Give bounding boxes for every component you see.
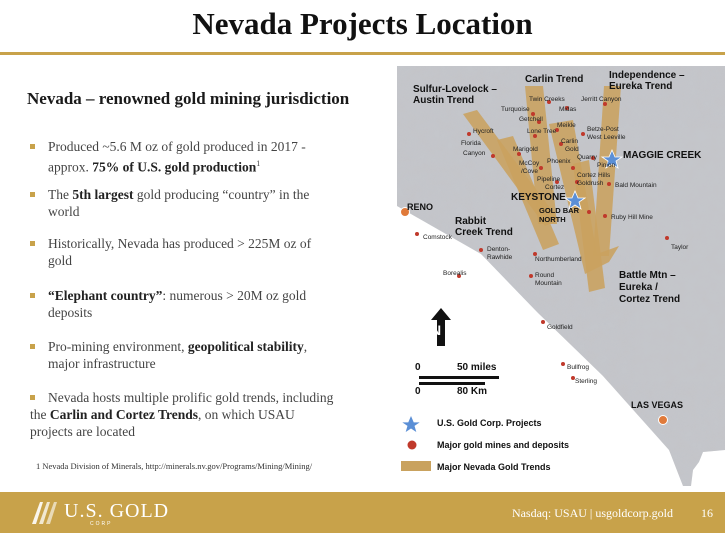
mine-label: GOLD BAR (539, 206, 579, 215)
mine-label: Carlin (561, 138, 578, 145)
mine-label: Denton- (487, 246, 511, 253)
bullet-marker (30, 241, 35, 246)
page-number: 16 (701, 506, 713, 520)
mine-label: Meikle (557, 122, 576, 129)
mine-label: Turquoise (501, 106, 530, 113)
mine-marker (587, 210, 591, 214)
mine-marker (479, 248, 483, 252)
mine-label: Getchell (519, 116, 543, 123)
label-sulfur-trend: Sulfur-Lovelock – Austin Trend (413, 84, 497, 106)
bullet-item: “Elephant country”: numerous > 20M oz gold deposits (30, 287, 306, 321)
label-carlin-trend: Carlin Trend (525, 74, 584, 85)
label-las-vegas: LAS VEGAS (631, 400, 684, 410)
label-independence-trend: Independence – Eureka Trend (609, 70, 685, 92)
bullet-marker (30, 344, 35, 349)
label-battle-trend: Battle Mtn – Eureka / Cortez Trend (619, 270, 681, 305)
title-bar (0, 0, 725, 50)
mine-label: Betze-Post (587, 126, 619, 133)
mine-label: West Leeville (587, 134, 626, 141)
mine-marker (415, 232, 419, 236)
bullet-item: Pro-mining environment, geopolitical stability, major infrastructure (30, 338, 307, 372)
mine-label: McCoy (519, 160, 540, 167)
mine-label: Rawhide (487, 254, 513, 261)
mine-marker (603, 214, 607, 218)
scale-km-label: 80 Km (457, 386, 488, 397)
mine-label: Round (535, 272, 555, 279)
mine-label: Sterling (575, 378, 598, 385)
mine-label: Bullfrog (567, 364, 590, 371)
scale-bar-miles (419, 376, 499, 379)
legend-projects-label: U.S. Gold Corp. Projects (437, 418, 542, 428)
label-reno: RENO (407, 202, 434, 212)
logo-mark-icon (30, 498, 58, 526)
nevada-map (397, 64, 725, 486)
mine-label: Hycroft (473, 128, 494, 135)
mine-label: Florida (461, 140, 481, 147)
scale-bar-km (419, 382, 485, 385)
mine-label: Mountain (535, 280, 562, 287)
mine-marker (561, 362, 565, 366)
mine-label: Bald Mountain (615, 182, 657, 189)
mine-marker (539, 166, 543, 170)
mine-label: Pinion (597, 162, 616, 169)
mine-marker (467, 132, 471, 136)
bullet-item: Nevada hosts multiple prolific gold trends, including (30, 389, 333, 406)
legend-trend-icon (401, 461, 431, 471)
mine-label: Borealis (443, 270, 467, 277)
section-subtitle: Nevada – renowned gold mining jurisdiction (27, 89, 350, 108)
legend-mines-label: Major gold mines and deposits (437, 440, 570, 450)
bullet-marker (30, 144, 35, 149)
mine-marker (529, 274, 533, 278)
scale-zero-miles: 0 (415, 362, 421, 373)
label-rabbit-trend: Rabbit Creek Trend (455, 216, 513, 238)
scale-miles-label: 50 miles (457, 362, 497, 373)
mine-label: Ruby Hill Mine (611, 214, 653, 221)
mine-label: Quarry (577, 154, 597, 161)
bullet-item: Historically, Nevada has produced > 225M oz of gold (30, 235, 311, 269)
mine-label: Twin Creeks (529, 96, 565, 103)
north-label: N (431, 322, 442, 338)
mine-label: /Cove (521, 168, 538, 175)
mine-label: Cortez Hills (577, 172, 611, 179)
label-maggie-creek: MAGGIE CREEK (623, 150, 702, 161)
company-logo (30, 498, 170, 528)
bullet-item: The 5th largest gold producing “country” in the world (30, 186, 309, 220)
mine-label: Goldfield (547, 324, 573, 331)
mine-label: Goldrush (577, 180, 604, 187)
mine-marker (541, 320, 545, 324)
mine-marker (571, 166, 575, 170)
mine-marker (607, 182, 611, 186)
mine-label: Cortez (545, 184, 565, 191)
legend-trends-label: Major Nevada Gold Trends (437, 462, 551, 472)
legend-mine-icon (408, 441, 417, 450)
mine-label: Jerritt Canyon (581, 96, 622, 103)
mine-label: Lone Tree (527, 128, 557, 135)
title-divider (0, 52, 725, 55)
footer-bar (0, 492, 725, 533)
mine-label: Pipeline (537, 176, 561, 183)
mine-label: Northumberland (535, 256, 582, 263)
mine-label: NORTH (539, 215, 566, 224)
mine-marker (581, 132, 585, 136)
footer-ticker-url: Nasdaq: USAU | usgoldcorp.gold (511, 506, 673, 520)
mine-label: Midas (559, 106, 577, 113)
footnote: 1 Nevada Division of Minerals, http://minerals.nv.gov/Programs/Mining/Mining/ (36, 461, 313, 471)
logo-text: U.S. GOLD (64, 500, 170, 522)
mine-label: Taylor (671, 244, 689, 251)
bullet-marker (30, 192, 35, 197)
bullet-item: Produced ~5.6 M oz of gold produced in 2017 - approx. 75% of U.S. gold production$^1$ (30, 138, 306, 176)
mine-label: Marigold (513, 146, 538, 153)
bullet-marker (30, 395, 35, 400)
mine-label: Canyon (463, 150, 486, 157)
bullet-continuation: the Carlin and Cortez Trends, on which USAU projects are located (30, 407, 295, 439)
bullet-marker (30, 293, 35, 298)
logo-subtext: CORP (90, 521, 113, 527)
mine-marker (665, 236, 669, 240)
city-marker-lasvegas (659, 416, 668, 425)
mine-marker (491, 154, 495, 158)
legend-star-icon (401, 415, 421, 433)
scale-zero-km: 0 (415, 386, 421, 397)
mine-label: Gold (565, 146, 579, 153)
mine-label: Comstock (423, 234, 452, 241)
label-keystone: KEYSTONE (511, 192, 566, 203)
mine-label: Phoenix (547, 158, 571, 165)
page-title: Nevada Projects Location (192, 6, 533, 41)
